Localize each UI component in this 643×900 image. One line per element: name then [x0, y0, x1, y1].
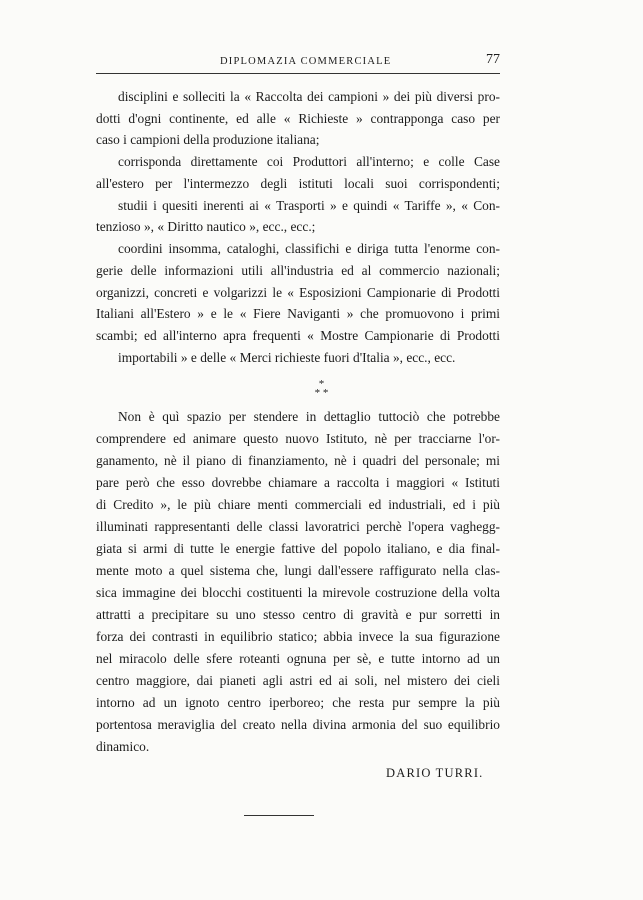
running-header: [96, 52, 500, 72]
separator-star-top: *: [318, 378, 325, 390]
text-line: centro maggiore, dai pianeti agli astri ed ai soli, nel mistero dei cieli: [96, 673, 500, 688]
separator-stars-bottom: * *: [314, 387, 329, 399]
text-line: forza dei contrasti in equilibrio statico; abbia invece la sua figurazione: [96, 629, 500, 644]
header-rule: [96, 73, 500, 74]
text-line: organizzi, concreti e volgarizzi le « Esposizioni Campionarie di Prodotti: [96, 285, 500, 300]
text-line: ganamento, nè il piano di finanziamento, nè i quadri del personale; mi: [96, 453, 500, 468]
text-line: Non è quì spazio per stendere in dettaglio tuttociò che potrebbe: [118, 409, 500, 424]
text-line: gerie delle informazioni utili all'industria ed al commercio nazionali;: [96, 263, 500, 278]
text-line: dinamico.: [96, 739, 150, 754]
text-line: tenzioso », « Diritto nautico », ecc., ecc.;: [96, 219, 316, 234]
text-line: dotti d'ogni continente, ed alle « Richieste » contrapponga caso per: [96, 111, 500, 126]
author-signature: DARIO TURRI.: [386, 766, 484, 780]
text-line: coordini insomma, cataloghi, classifichi e diriga tutta l'enorme con-: [118, 241, 500, 256]
text-line: di Credito », le più chiare menti commerciali ed industriali, ed i più: [96, 497, 500, 512]
text-line: portentosa meraviglia del creato nella divina armonia del suo equilibrio: [96, 717, 500, 732]
text-line: comprendere ed animare questo nuovo Istituto, nè per tracciarne l'or-: [96, 431, 500, 446]
text-line: Italiani all'Estero » e le « Fiere Naviganti » che promuovono i primi: [96, 306, 500, 321]
text-line: importabili » e delle « Merci richieste fuori d'Italia », ecc., ecc.: [118, 350, 456, 365]
text-line: intorno ad un ignoto centro iperboreo; che resta pur sempre la più: [96, 695, 500, 710]
text-line: sica immagine dei blocchi costituenti la mirevole costruzione della volta: [96, 585, 500, 600]
page-number: 77: [486, 52, 500, 67]
text-line: scambi; ed all'interno apra frequenti « Mostre Campionarie di Prodotti: [96, 328, 500, 343]
text-line: disciplini e solleciti la « Raccolta dei campioni » dei più diversi pro-: [118, 89, 500, 104]
text-line: nel miracolo delle sfere roteanti ognuna per sè, e tutte intorno ad un: [96, 651, 500, 666]
text-line: caso i campioni della produzione italiana;: [96, 132, 320, 147]
text-line: all'estero per l'intermezzo degli istituti locali suoi corrispondenti;: [96, 176, 500, 191]
text-line: mente moto a quel sistema che, lungi dall'essere raffigurato nella clas-: [96, 563, 500, 578]
closing-rule: [244, 815, 314, 816]
running-title: DIPLOMAZIA COMMERCIALE: [220, 56, 392, 67]
text-line: studii i quesiti inerenti ai « Trasporti » e quindi « Tariffe », « Con-: [118, 198, 500, 213]
text-line: attratti a precipitare su uno stesso centro di gravità e pur sorretti in: [96, 607, 500, 622]
text-line: giata si armi di tutte le energie fattive del popolo italiano, e dia final-: [96, 541, 500, 556]
text-line: illuminati rappresentanti delle classi lavoratrici perchè l'opera vaghegg-: [96, 519, 500, 534]
text-line: pare però che esso dovrebbe chiamare a raccolta i maggiori « Istituti: [96, 475, 500, 490]
text-line: corrisponda direttamente coi Produttori all'interno; e colle Case: [118, 154, 500, 169]
